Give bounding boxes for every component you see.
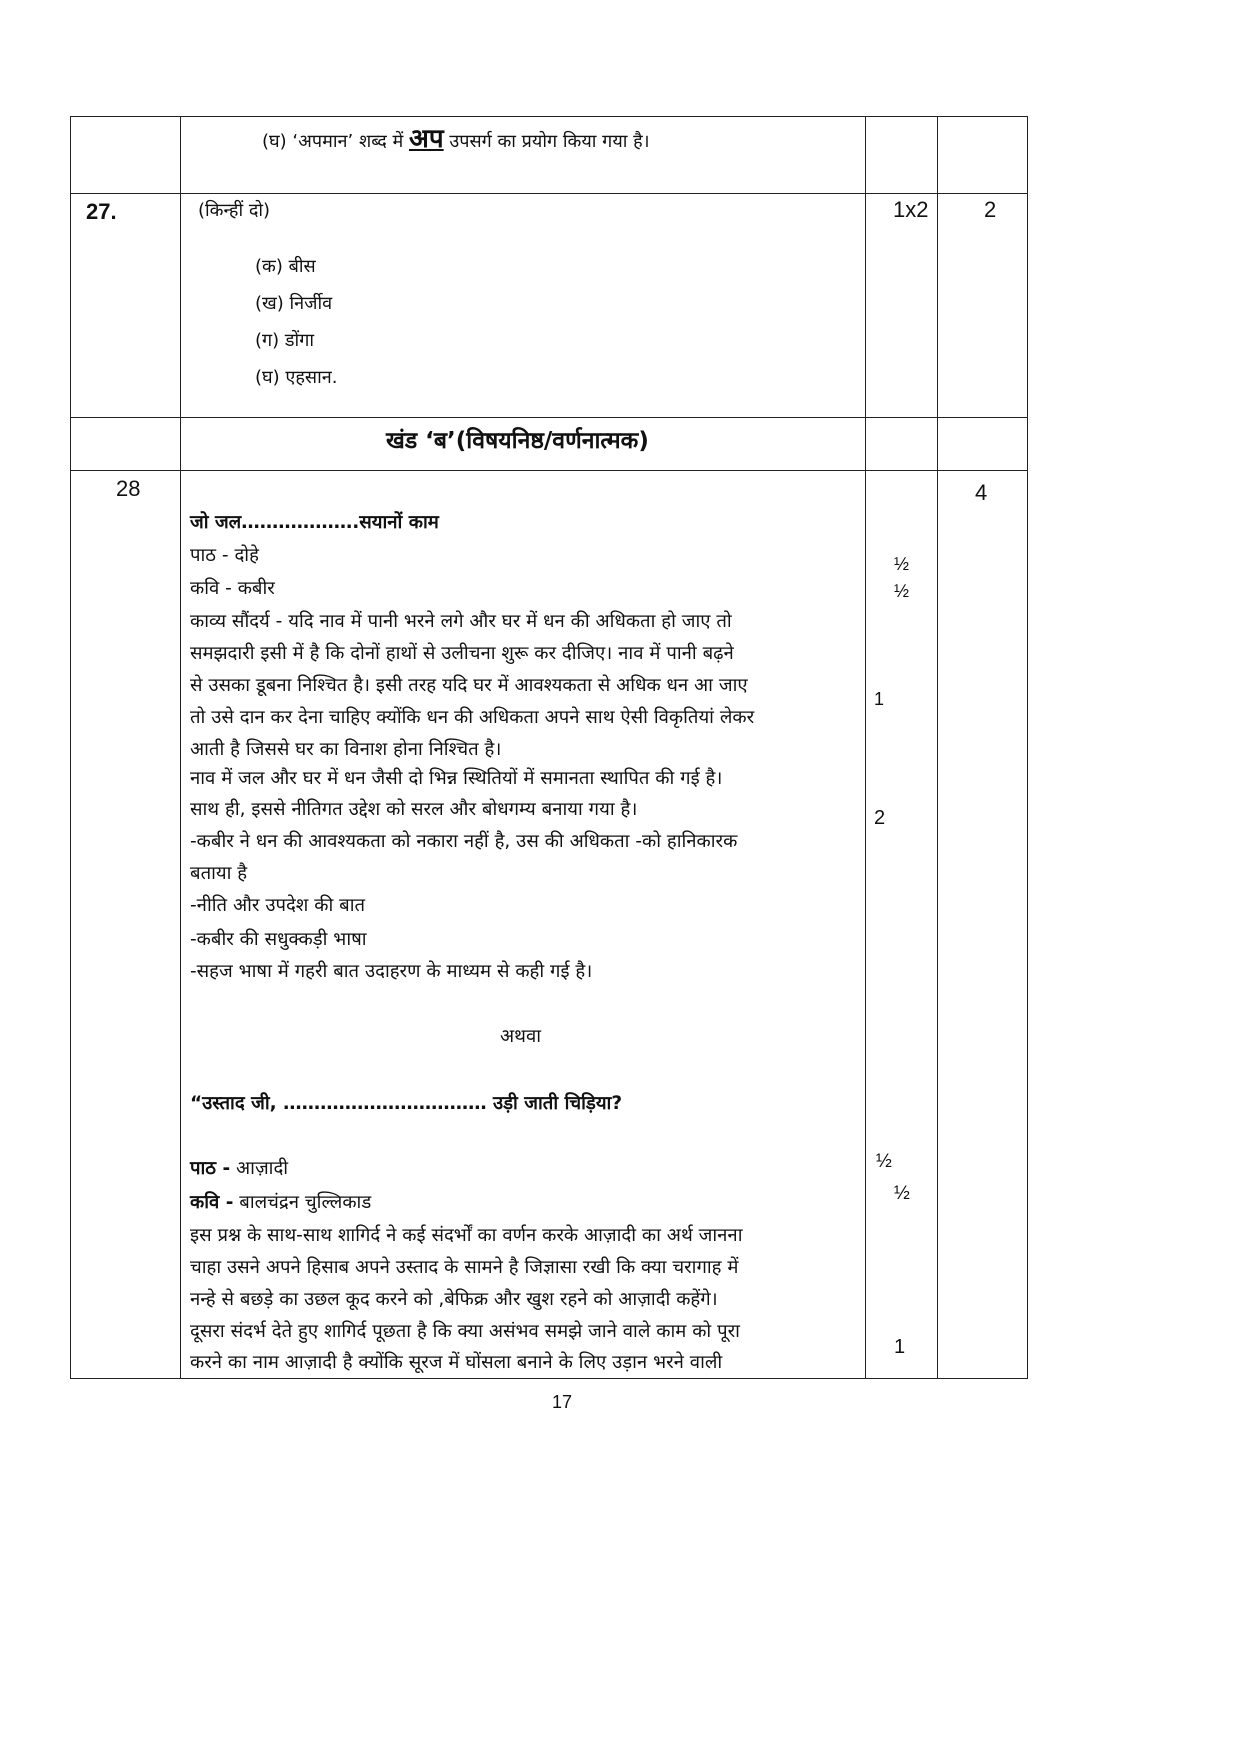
lesson-label: पाठ - (190, 1158, 231, 1179)
answer-line: समझदारी इसी में है कि दोनों हाथों से उलीचना शुरू कर दीजिए। नाव में पानी बढ़ने (190, 643, 734, 664)
question-number: 28 (116, 476, 141, 501)
answer-line: करने का नाम आज़ादी है क्योंकि सूरज में घोंसला बनाने के लिए उड़ान भरने वाली (190, 1352, 723, 1373)
answer-line: नाव में जल और घर में धन जैसी दो भिन्न स्थितियों में समानता स्थापित की गई है। (190, 768, 723, 789)
answer-line: दूसरा संदर्भ देते हुए शागिर्द पूछता है कि क्या असंभव समझे जाने वाले काम को पूरा (190, 1321, 740, 1342)
page-number: 17 (552, 1392, 573, 1412)
answer-line: से उसका डूबना निश्चित है। इसी तरह यदि घर में आवश्यकता से अधिक धन आ जाए (190, 675, 748, 696)
q28-lesson: पाठ - दोहे (190, 545, 259, 566)
table-border-left (70, 116, 71, 1379)
answer-line: आती है जिससे घर का विनाश होना निश्चित है। (190, 739, 502, 760)
mark-value: ½ (894, 581, 910, 601)
answer-line: -सहज भाषा में गहरी बात उदाहरण के माध्यम से कही गई है। (190, 961, 593, 982)
q27-answer: (घ) एहसान. (255, 367, 338, 388)
answer-line: साथ ही, इससे नीतिगत उद्देश को सरल और बोधगम्य बनाया गया है। (190, 799, 638, 820)
row-divider (70, 417, 1028, 418)
q27-answer: (ख) निर्जीव (255, 293, 333, 314)
answer-line: -कबीर की सधुक्कड़ी भाषा (190, 929, 367, 950)
option-d-prefix: (घ) ‘अपमान’ शब्द में (262, 131, 404, 152)
q27-instruction: (किन्हीं दो) (198, 200, 271, 221)
q28-poet: कवि - कबीर (190, 578, 275, 599)
column-divider (180, 116, 181, 1379)
column-divider (937, 116, 938, 1379)
q28-total-marks: 4 (975, 480, 988, 505)
q27-answer: (क) बीस (255, 256, 316, 277)
question-number: 27. (86, 199, 117, 224)
q27-total-marks: 2 (984, 197, 997, 222)
table-border-bottom (70, 1378, 1028, 1379)
mark-value: ½ (876, 1151, 892, 1172)
q28-alt-poet (190, 1192, 371, 1214)
answer-line: तो उसे दान कर देना चाहिए क्योंकि धन की अधिकता अपने साथ ऐसी विकृतियां लेकर (190, 707, 755, 728)
q28-alt-quote: “उस्ताद जी, …………………………… उड़ी जाती चिड़िया? (190, 1093, 623, 1114)
section-b-heading: खंड ‘ब’(विषयनिष्ठ/वर्णनात्मक) (386, 428, 649, 454)
q27-marks-split: 1x2 (893, 197, 929, 222)
answer-line: नन्हे से बछड़े का उछल कूद करने को ,बेफिक्र और खुश रहने को आज़ादी कहेंगे। (190, 1289, 718, 1310)
mark-value: ½ (894, 554, 910, 574)
poet-value: बालचंद्रन चुल्लिकाड (233, 1192, 372, 1213)
answer-line: काव्य सौंदर्य - यदि नाव में पानी भरने लगे और घर में धन की अधिकता हो जाए तो (190, 611, 732, 632)
mark-value: ½ (894, 1183, 910, 1204)
answer-line: -नीति और उपदेश की बात (190, 895, 366, 916)
q28-alt-lesson (190, 1158, 288, 1180)
prefix-word: अप (408, 124, 444, 154)
lesson-value: आज़ादी (230, 1158, 289, 1179)
answer-line: बताया है (190, 863, 248, 884)
row-divider (70, 470, 1028, 471)
q27-answer: (ग) डोंगा (255, 330, 314, 351)
table-border-top (70, 116, 1028, 117)
answer-line: चाहा उसने अपने हिसाब अपने उस्ताद के सामने है जिज्ञासा रखी कि क्या चरागाह में (190, 1257, 739, 1278)
column-divider (865, 116, 866, 1379)
poet-label: कवि - (190, 1192, 234, 1213)
table-border-right (1027, 116, 1028, 1379)
q28-quote: जो जल……………….सयानों काम (190, 512, 439, 533)
mark-value: 1 (894, 1336, 906, 1358)
mark-value: 2 (874, 807, 886, 829)
mark-value: 1 (874, 689, 885, 709)
answer-line: इस प्रश्न के साथ-साथ शागिर्द ने कई संदर्भों का वर्णन करके आज़ादी का अर्थ जानना (190, 1225, 743, 1246)
option-d-suffix: उपसर्ग का प्रयोग किया गया है। (449, 131, 650, 152)
answer-line: -कबीर ने धन की आवश्यकता को नकारा नहीं है, उस की अधिकता -को हानिकारक (190, 831, 738, 852)
row-divider (70, 193, 1028, 194)
or-label: अथवा (500, 1026, 542, 1047)
option-d-line (262, 124, 650, 154)
